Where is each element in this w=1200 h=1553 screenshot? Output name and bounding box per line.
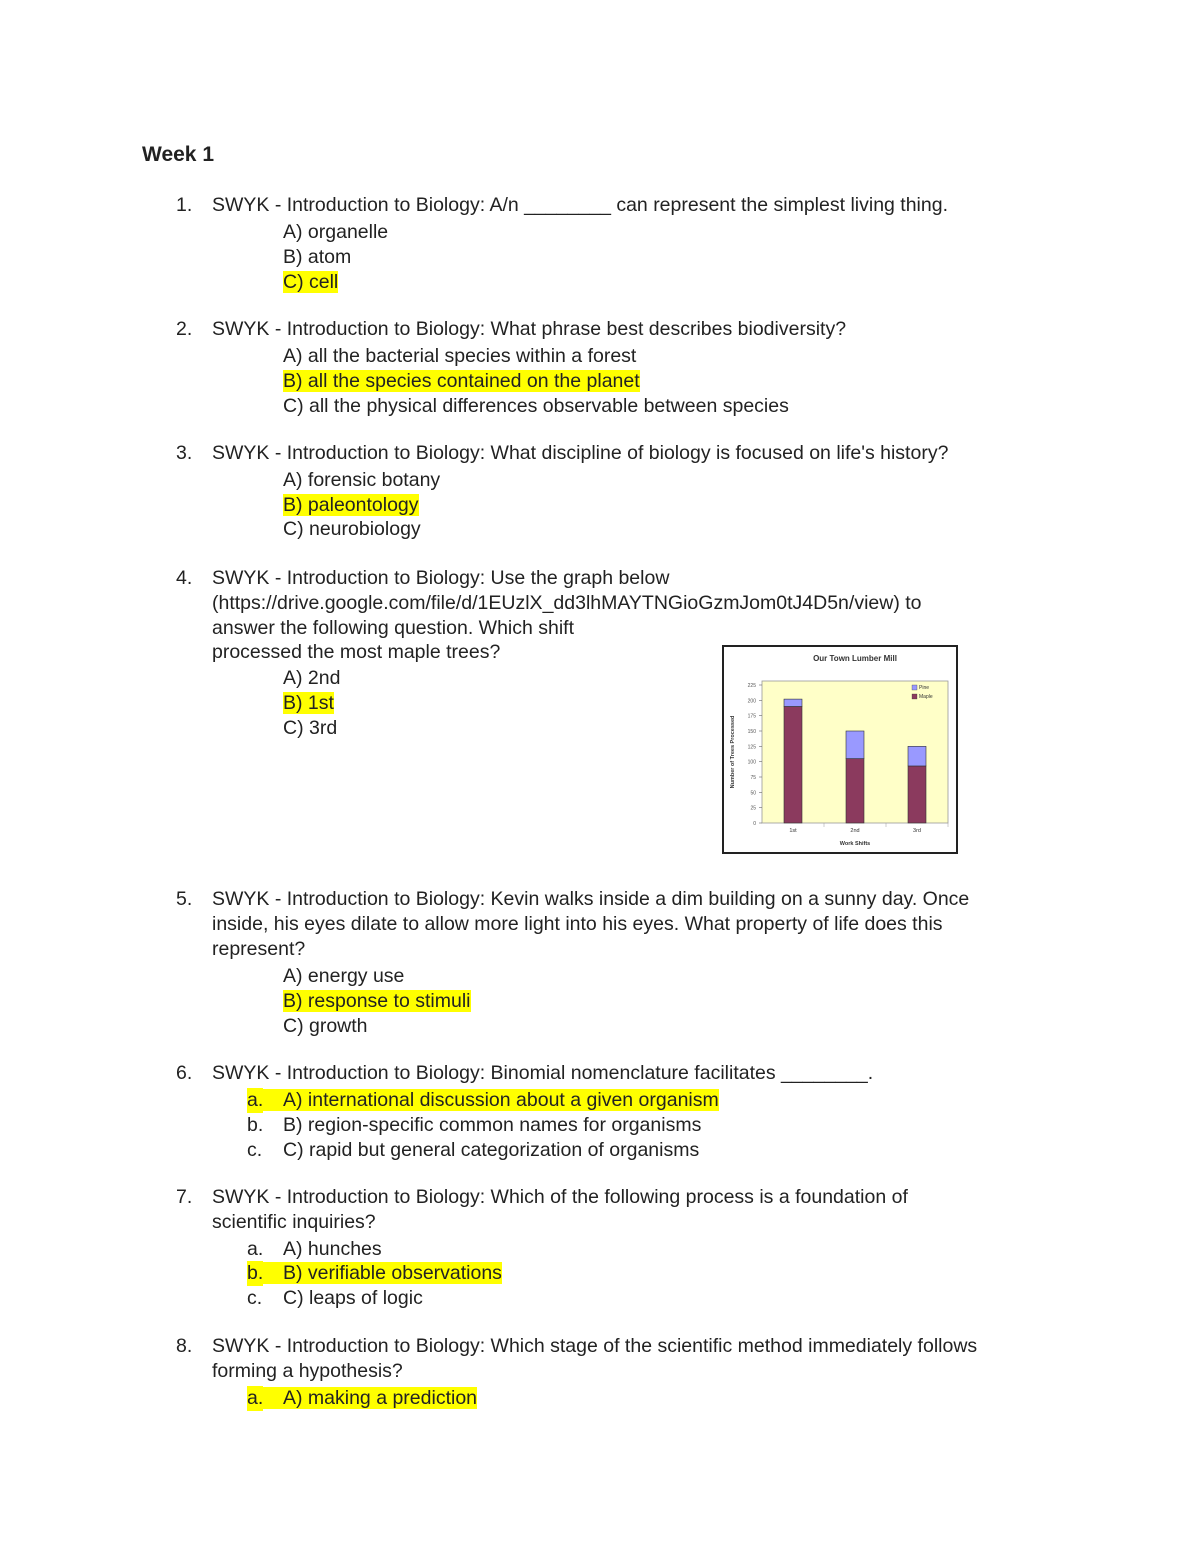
option-letter: a. <box>247 1089 264 1111</box>
bar-maple <box>846 759 864 823</box>
option-text: C) all the physical differences observable between species <box>283 395 789 417</box>
question-number: 4. <box>176 567 193 589</box>
option-letter: b. <box>247 1114 264 1136</box>
option-letter: a. <box>247 1238 264 1260</box>
y-tick-label: 125 <box>747 744 756 751</box>
answer-option <box>283 369 640 394</box>
bar-pine <box>908 746 926 766</box>
x-tick-label: 3rd <box>913 828 921 834</box>
question-text: inside, his eyes dilate to allow more light into his eyes. What property of life does this <box>212 912 943 935</box>
answer-option <box>247 1138 700 1163</box>
x-tick-label: 1st <box>789 828 797 834</box>
bar-pine <box>846 731 864 759</box>
y-tick-label: 50 <box>750 790 756 797</box>
question-text: represent? <box>212 937 306 960</box>
question-text: SWYK - Introduction to Biology: Use the graph below <box>212 567 670 589</box>
question-number: 7. <box>176 1186 193 1208</box>
question-number: 8. <box>176 1335 193 1357</box>
answer-option <box>283 245 351 270</box>
question-number: 6. <box>176 1062 193 1084</box>
x-tick-label: 2nd <box>850 828 860 834</box>
answer-option <box>283 468 440 493</box>
option-letter: c. <box>247 1287 263 1309</box>
question-number: 5. <box>176 888 193 910</box>
correct-answer: A) making a prediction <box>283 1387 478 1409</box>
correct-answer: B) response to stimuli <box>283 990 471 1012</box>
question-text: answer the following question. Which shift <box>212 616 575 639</box>
question-text: SWYK - Introduction to Biology: Which of the following process is a foundation of <box>212 1186 908 1208</box>
option-text: C) neurobiology <box>283 518 421 540</box>
legend-label: Pine <box>919 685 930 691</box>
option-text: A) all the bacterial species within a forest <box>283 345 637 367</box>
answer-option <box>283 270 338 295</box>
correct-answer: B) all the species contained on the planet <box>283 370 640 392</box>
answer-option <box>283 716 337 741</box>
answer-option <box>283 517 421 542</box>
question-number: 3. <box>176 442 193 464</box>
question-text: SWYK - Introduction to Biology: What phrase best describes biodiversity? <box>212 318 847 340</box>
y-tick-label: 200 <box>747 698 756 705</box>
option-text: C) 3rd <box>283 717 338 739</box>
bar-pine <box>784 699 802 706</box>
option-text: A) hunches <box>283 1238 382 1260</box>
answer-option <box>283 220 388 245</box>
legend-swatch <box>912 694 917 699</box>
option-text: A) energy use <box>283 965 405 987</box>
option-letter: b. <box>247 1262 264 1284</box>
answer-option <box>247 1286 423 1311</box>
question-text: processed the most maple trees? <box>212 641 501 664</box>
question-text: forming a hypothesis? <box>212 1359 403 1382</box>
page-title: Week 1 <box>142 143 214 166</box>
bar-maple <box>784 706 802 823</box>
question-text: SWYK - Introduction to Biology: Binomial nomenclature facilitates ________. <box>212 1062 874 1084</box>
x-axis-label: Work Shifts <box>839 841 871 847</box>
question-text: scientific inquiries? <box>212 1210 376 1233</box>
y-tick-label: 225 <box>747 683 756 689</box>
answer-option <box>283 666 340 691</box>
legend-swatch <box>912 685 917 690</box>
bar-maple <box>908 766 926 823</box>
question-text: SWYK - Introduction to Biology: Which stage of the scientific method immediately follows <box>212 1335 978 1357</box>
option-text: A) 2nd <box>283 667 341 689</box>
chart-title: Our Town Lumber Mill <box>813 654 897 663</box>
option-text: A) forensic botany <box>283 469 441 491</box>
question-text: SWYK - Introduction to Biology: What discipline of biology is focused on life's history? <box>212 442 949 464</box>
correct-answer: B) verifiable observations <box>283 1262 502 1284</box>
answer-option <box>283 989 471 1014</box>
option-text: A) organelle <box>283 221 389 243</box>
answer-option <box>247 1237 382 1262</box>
answer-option <box>283 394 789 419</box>
option-text: C) growth <box>283 1015 368 1037</box>
question-text: SWYK - Introduction to Biology: A/n ________ can represent the simplest living thing. <box>212 194 949 216</box>
y-tick-label: 100 <box>747 759 756 766</box>
answer-option <box>247 1088 719 1113</box>
question-number: 1. <box>176 194 193 216</box>
correct-answer: B) paleontology <box>283 494 419 516</box>
answer-option <box>247 1113 702 1138</box>
correct-answer: B) 1st <box>283 692 334 714</box>
answer-option <box>283 964 404 989</box>
y-tick-label: 175 <box>747 713 756 720</box>
legend-label: Maple <box>919 694 933 700</box>
answer-option <box>247 1261 502 1286</box>
option-text: C) leaps of logic <box>283 1287 423 1309</box>
option-letter: c. <box>247 1139 263 1161</box>
y-tick-label: 25 <box>750 805 756 812</box>
question-number: 2. <box>176 318 193 340</box>
answer-option <box>283 344 636 369</box>
option-text: B) atom <box>283 246 352 268</box>
lumber-mill-chart <box>722 645 958 854</box>
option-letter: a. <box>247 1387 264 1409</box>
y-tick-label: 75 <box>750 775 756 781</box>
option-text: B) region-specific common names for organisms <box>283 1114 702 1136</box>
option-text: C) rapid but general categorization of organisms <box>283 1139 700 1161</box>
y-tick-label: 150 <box>747 729 756 735</box>
answer-option <box>283 691 334 716</box>
correct-answer: C) cell <box>283 271 339 293</box>
answer-option <box>247 1386 478 1411</box>
y-axis-label: Number of Trees Processed <box>730 715 736 789</box>
correct-answer: A) international discussion about a given organism <box>283 1089 719 1111</box>
y-tick-label: 0 <box>753 821 756 827</box>
question-text: SWYK - Introduction to Biology: Kevin walks inside a dim building on a sunny day. Once <box>212 888 970 910</box>
question-text: (https://drive.google.com/file/d/1EUzlX_dd3lhMAYTNGioGzmJom0tJ4D5n/view) to <box>212 591 922 614</box>
answer-option <box>283 1014 368 1039</box>
answer-option <box>283 493 419 518</box>
